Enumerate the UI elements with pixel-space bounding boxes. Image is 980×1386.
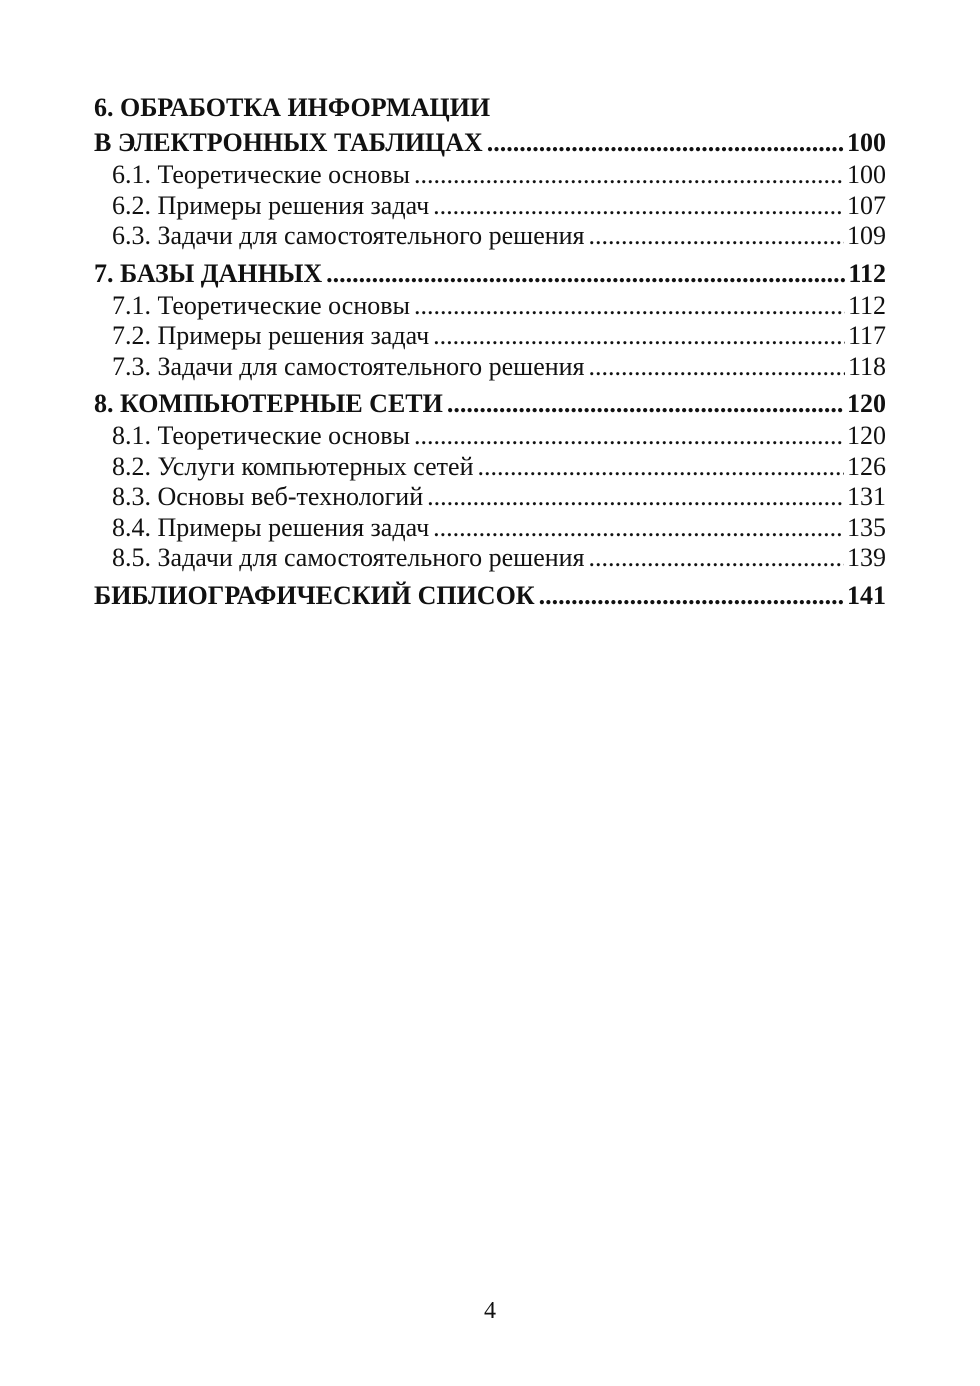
section-title: 8.3. Основы веб-технологий xyxy=(112,482,424,511)
section-title: 8.4. Примеры решения задач xyxy=(112,512,430,542)
chapter-title: 8. КОМПЬЮТЕРНЫЕ СЕТИ xyxy=(94,389,443,418)
dot-leader xyxy=(414,421,844,452)
section-entry[interactable] xyxy=(94,421,886,452)
dot-leader xyxy=(487,125,844,160)
chapter-7 xyxy=(94,256,886,383)
section-entry[interactable] xyxy=(94,352,886,383)
section-title: 8.1. Теоретические основы xyxy=(112,421,410,450)
section-title: 7.2. Примеры решения задач xyxy=(112,321,430,350)
section-entry[interactable] xyxy=(94,221,886,252)
chapter-entry[interactable] xyxy=(94,256,886,291)
section-title: 7.3. Задачи для самостоятельного решения xyxy=(112,351,585,381)
dot-leader xyxy=(414,291,845,322)
chapter-title: 7. БАЗЫ ДАННЫХ xyxy=(94,258,323,288)
page-number: 109 xyxy=(847,221,886,250)
section-entry[interactable] xyxy=(94,543,886,574)
page-number: 112 xyxy=(847,290,886,320)
section-title: 6.1. Теоретические основы xyxy=(112,160,410,189)
dot-leader xyxy=(414,160,844,191)
chapter-title-line: 6. ОБРАБОТКА ИНФОРМАЦИИ xyxy=(94,93,491,122)
section-title: 8.5. Задачи для самостоятельного решения xyxy=(112,543,585,572)
bibliography xyxy=(94,578,886,613)
page-number: 100 xyxy=(847,160,886,189)
page-number: 131 xyxy=(847,482,886,511)
page-number: 139 xyxy=(847,543,886,572)
section-entry[interactable] xyxy=(94,191,886,222)
dot-leader xyxy=(447,386,844,421)
section-entry[interactable] xyxy=(94,513,886,544)
chapter-title-line: В ЭЛЕКТРОННЫХ ТАБЛИЦАХ xyxy=(94,128,483,157)
dot-leader xyxy=(433,513,844,544)
dot-leader xyxy=(433,191,844,222)
section-entry[interactable] xyxy=(94,291,886,322)
chapter-8 xyxy=(94,386,886,574)
section-entry[interactable] xyxy=(94,321,886,352)
dot-leader xyxy=(589,352,845,383)
folio-page-number: 4 xyxy=(484,1298,496,1324)
dot-leader xyxy=(478,452,845,483)
chapter-entry[interactable] xyxy=(94,386,886,421)
chapter-6 xyxy=(94,90,886,252)
page-number: 126 xyxy=(847,451,886,481)
section-entry[interactable] xyxy=(94,452,886,483)
dot-leader xyxy=(433,321,845,352)
chapter-entry[interactable] xyxy=(94,125,886,160)
page-number: 120 xyxy=(847,421,886,450)
dot-leader xyxy=(589,543,844,574)
section-entry[interactable] xyxy=(94,160,886,191)
section-title: 7.1. Теоретические основы xyxy=(112,290,410,320)
section-title: 6.3. Задачи для самостоятельного решения xyxy=(112,221,585,250)
page-number: 135 xyxy=(847,512,886,542)
page-number: 100 xyxy=(847,128,886,157)
page-number: 117 xyxy=(847,321,886,350)
page-number: 141 xyxy=(847,580,886,610)
section-title: 6.2. Примеры решения задач xyxy=(112,190,430,220)
page-number: 120 xyxy=(847,389,886,418)
page-number: 112 xyxy=(848,258,886,288)
dot-leader xyxy=(427,482,844,513)
dot-leader xyxy=(326,256,845,291)
chapter-title: БИБЛИОГРАФИЧЕСКИЙ СПИСОК xyxy=(94,580,535,610)
table-of-contents xyxy=(94,90,886,617)
dot-leader xyxy=(589,221,844,252)
dot-leader xyxy=(539,578,844,613)
page-number: 107 xyxy=(847,190,886,220)
section-entry[interactable] xyxy=(94,482,886,513)
page-number: 118 xyxy=(847,351,886,381)
section-title: 8.2. Услуги компьютерных сетей xyxy=(112,451,474,481)
chapter-entry[interactable] xyxy=(94,578,886,613)
